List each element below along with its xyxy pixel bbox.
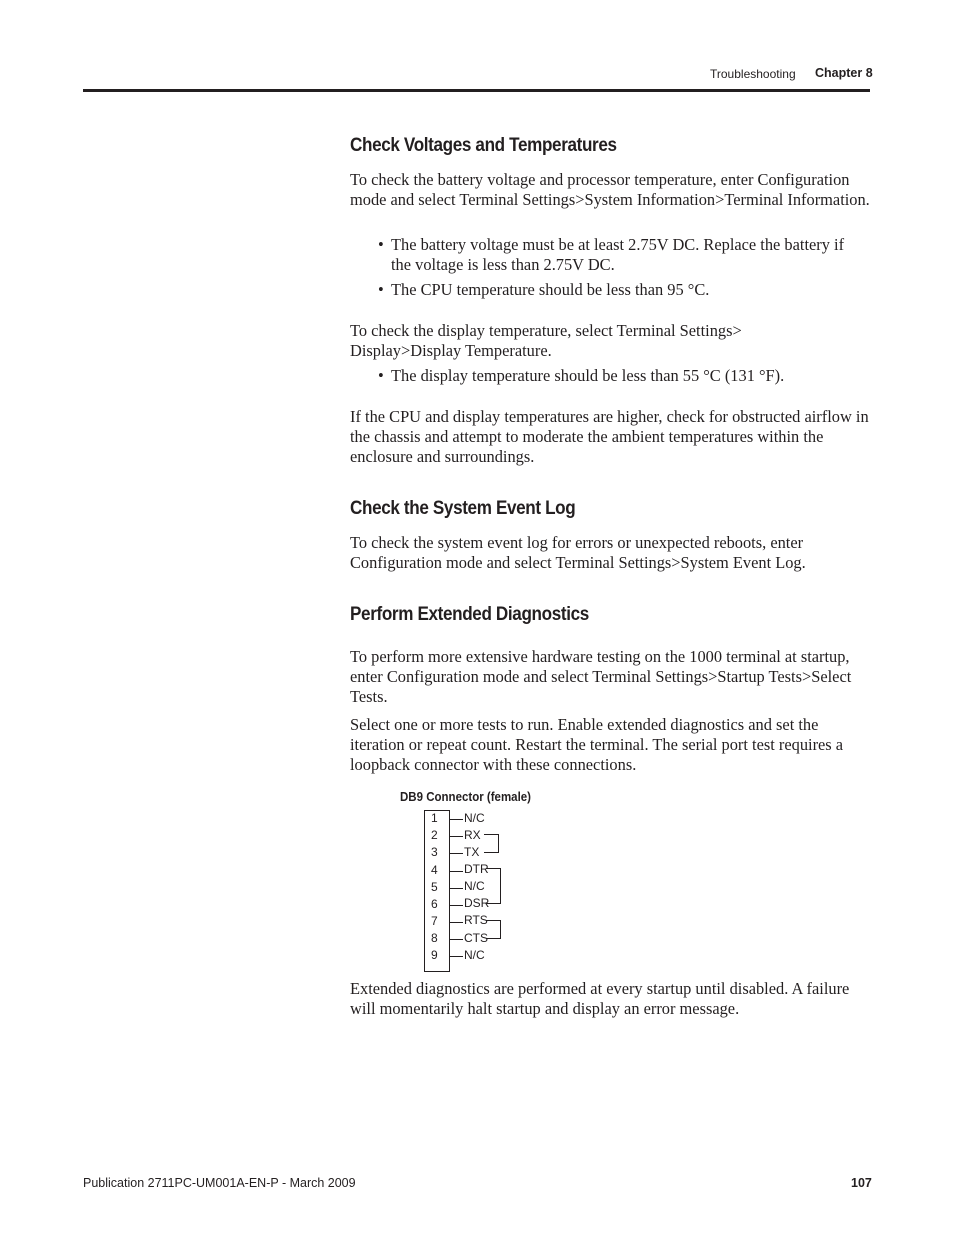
- pin-line: [449, 853, 463, 854]
- bullet-text: The display temperature should be less than 55 °C (131 °F).: [391, 366, 785, 385]
- pin-line: [449, 956, 463, 957]
- pin-signal: RX: [464, 828, 481, 842]
- figure-title: DB9 Connector (female): [400, 790, 531, 804]
- pin-number: 3: [431, 845, 438, 859]
- pin-number: 5: [431, 880, 438, 894]
- bullet-item: [378, 280, 848, 300]
- page-number: 107: [851, 1176, 872, 1190]
- pin-line: [449, 888, 463, 889]
- pin-number: 8: [431, 931, 438, 945]
- bullet-item: [378, 235, 848, 275]
- pin-number: 6: [431, 897, 438, 911]
- bullet-icon: •: [378, 366, 384, 385]
- pin-line: [449, 871, 463, 872]
- paragraph: If the CPU and display temperatures are higher, check for obstructed airflow in the chassis and attempt to moderate the ambient temperatures within the enclosure and surroundings.: [350, 407, 869, 467]
- bullet-text: The battery voltage must be at least 2.75V DC. Replace the battery if the voltage is less than 2.75V DC.: [391, 235, 845, 275]
- pin-line: [449, 836, 463, 837]
- loopback-rts-cts: [486, 920, 501, 939]
- pin-signal: CTS: [464, 931, 488, 945]
- paragraph: To perform more extensive hardware testing on the 1000 terminal at startup, enter Configuration mode and select Terminal Settings>Startup Tests>Select Tests.: [350, 647, 852, 707]
- pin-signal: N/C: [464, 948, 485, 962]
- pin-signal: DTR: [464, 862, 489, 876]
- paragraph: Select one or more tests to run. Enable extended diagnostics and set the iteration or repeat count. Restart the terminal. The serial port test requires a loopback connector with these connections.: [350, 715, 844, 775]
- paragraph: To check the display temperature, select Terminal Settings> Display>Display Temperature.: [350, 321, 742, 361]
- pin-line: [449, 922, 463, 923]
- heading-extended-diagnostics: Perform Extended Diagnostics: [350, 604, 589, 625]
- heading-system-event-log: Check the System Event Log: [350, 498, 576, 519]
- loopback-dtr-dsr: [486, 868, 501, 904]
- loopback-rx-tx: [484, 834, 499, 853]
- pin-number: 2: [431, 828, 438, 842]
- footer-publication: Publication 2711PC-UM001A-EN-P - March 2009: [83, 1176, 356, 1190]
- bullet-icon: •: [378, 280, 384, 299]
- pin-number: 9: [431, 948, 438, 962]
- bullet-icon: •: [378, 235, 384, 254]
- bullet-text: The CPU temperature should be less than 95 °C.: [391, 280, 710, 299]
- pin-signal: N/C: [464, 811, 485, 825]
- running-header-chapter: Chapter 8: [815, 66, 873, 80]
- pin-line: [449, 819, 463, 820]
- pin-signal: N/C: [464, 879, 485, 893]
- paragraph: To check the battery voltage and processor temperature, enter Configuration mode and select Terminal Settings>System Information>Terminal Information.: [350, 170, 870, 210]
- header-rule: [83, 89, 870, 92]
- paragraph: Extended diagnostics are performed at every startup until disabled. A failure will momentarily halt startup and display an error message.: [350, 979, 850, 1019]
- pin-signal: TX: [464, 845, 480, 859]
- pin-number: 4: [431, 863, 438, 877]
- pin-signal: RTS: [464, 913, 488, 927]
- heading-check-voltages: Check Voltages and Temperatures: [350, 135, 617, 156]
- running-header-section: Troubleshooting: [710, 67, 796, 81]
- pin-signal: DSR: [464, 896, 490, 910]
- paragraph: To check the system event log for errors or unexpected reboots, enter Configuration mode and select Terminal Settings>System Event Log.: [350, 533, 806, 573]
- pin-number: 7: [431, 914, 438, 928]
- bullet-item: [378, 366, 848, 386]
- pin-line: [449, 905, 463, 906]
- pin-line: [449, 939, 463, 940]
- pin-number: 1: [431, 811, 438, 825]
